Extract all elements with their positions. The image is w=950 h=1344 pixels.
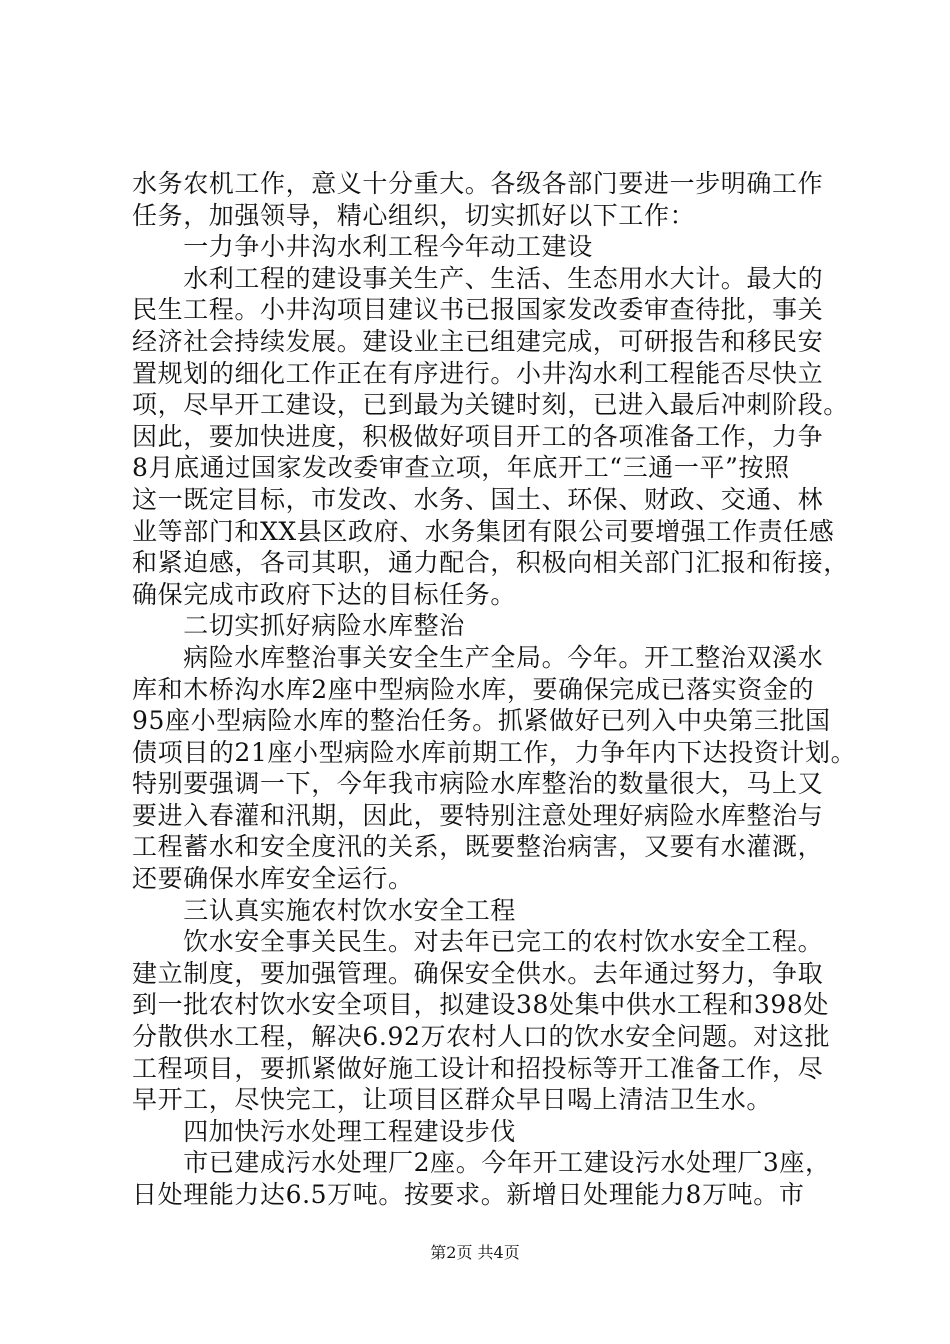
text-line: 民生工程。小井沟项目建议书已报国家发改委审查待批，事关 <box>132 295 824 325</box>
text-line: 到一批农村饮水安全项目，拟建设38处集中供水工程和398处 <box>132 990 829 1020</box>
text-line: 要进入春灌和汛期，因此，要特别注意处理好病险水库整治与 <box>132 800 824 830</box>
text-line: 工程蓄水和安全度汛的关系，既要整治病害，又要有水灌溉， <box>132 832 824 862</box>
text-line: 还要确保水库安全运行。 <box>132 864 414 894</box>
text-line: 确保完成市政府下达的目标任务。 <box>132 579 517 609</box>
text-line: 市已建成污水处理厂2座。今年开工建设污水处理厂3座， <box>132 1148 831 1178</box>
section-heading: 三认真实施农村饮水安全工程 <box>132 895 517 925</box>
text-line: 病险水库整治事关安全生产全局。今年。开工整治双溪水 <box>132 642 824 672</box>
text-line: 业等部门和XX县区政府、水务集团有限公司要增强工作责任感 <box>132 516 835 546</box>
text-line: 特别要强调一下，今年我市病险水库整治的数量很大，马上又 <box>132 769 824 799</box>
text-line: 饮水安全事关民生。对去年已完工的农村饮水安全工程。 <box>132 927 824 957</box>
text-line: 这一既定目标，市发改、水务、国土、环保、财政、交通、林 <box>132 484 824 514</box>
text-line: 95座小型病险水库的整治任务。抓紧做好已列入中央第三批国 <box>132 706 831 736</box>
section-heading: 二切实抓好病险水库整治 <box>132 611 465 641</box>
text-line: 水务农机工作，意义十分重大。各级各部门要进一步明确工作 <box>132 169 824 198</box>
text-line: 债项目的21座小型病险水库前期工作，力争年内下达投资计划。 <box>132 737 857 767</box>
text-line: 水利工程的建设事关生产、生活、生态用水大计。最大的 <box>132 263 824 293</box>
text-line: 任务，加强领导，精心组织，切实抓好以下工作： <box>132 200 696 230</box>
text-line: 分散供水工程，解决6.92万农村人口的饮水安全问题。对这批 <box>132 1022 831 1052</box>
section-heading: 四加快污水处理工程建设步伐 <box>132 1116 517 1146</box>
text-line: 置规划的细化工作正在有序进行。小井沟水利工程能否尽快立 <box>132 358 824 388</box>
text-line: 库和木桥沟水库2座中型病险水库，要确保完成已落实资金的 <box>132 674 815 704</box>
page-number: 第2页 共4页 <box>430 1243 520 1262</box>
text-line: 早开工，尽快完工，让项目区群众早日喝上清洁卫生水。 <box>132 1085 773 1115</box>
section-heading: 一力争小井沟水利工程今年动工建设 <box>132 232 593 262</box>
document-body <box>132 168 857 1211</box>
text-line: 项，尽早开工建设，已到最为关键时刻，已进入最后冲刺阶段。 <box>132 390 849 420</box>
text-line: 8月底通过国家发改委审查立项，年底开工“三通一平”按照 <box>132 453 790 483</box>
text-line: 建立制度，要加强管理。确保安全供水。去年通过努力，争取 <box>132 958 824 988</box>
text-line: 因此，要加快进度，积极做好项目开工的各项准备工作，力争 <box>132 421 824 451</box>
text-line: 和紧迫感，各司其职，通力配合，积极向相关部门汇报和衔接， <box>132 548 849 578</box>
text-line: 经济社会持续发展。建设业主已组建完成，可研报告和移民安 <box>132 326 824 356</box>
text-line: 工程项目，要抓紧做好施工设计和招投标等开工准备工作，尽 <box>132 1053 824 1083</box>
text-line: 日处理能力达6.5万吨。按要求。新增日处理能力8万吨。市 <box>132 1180 805 1209</box>
